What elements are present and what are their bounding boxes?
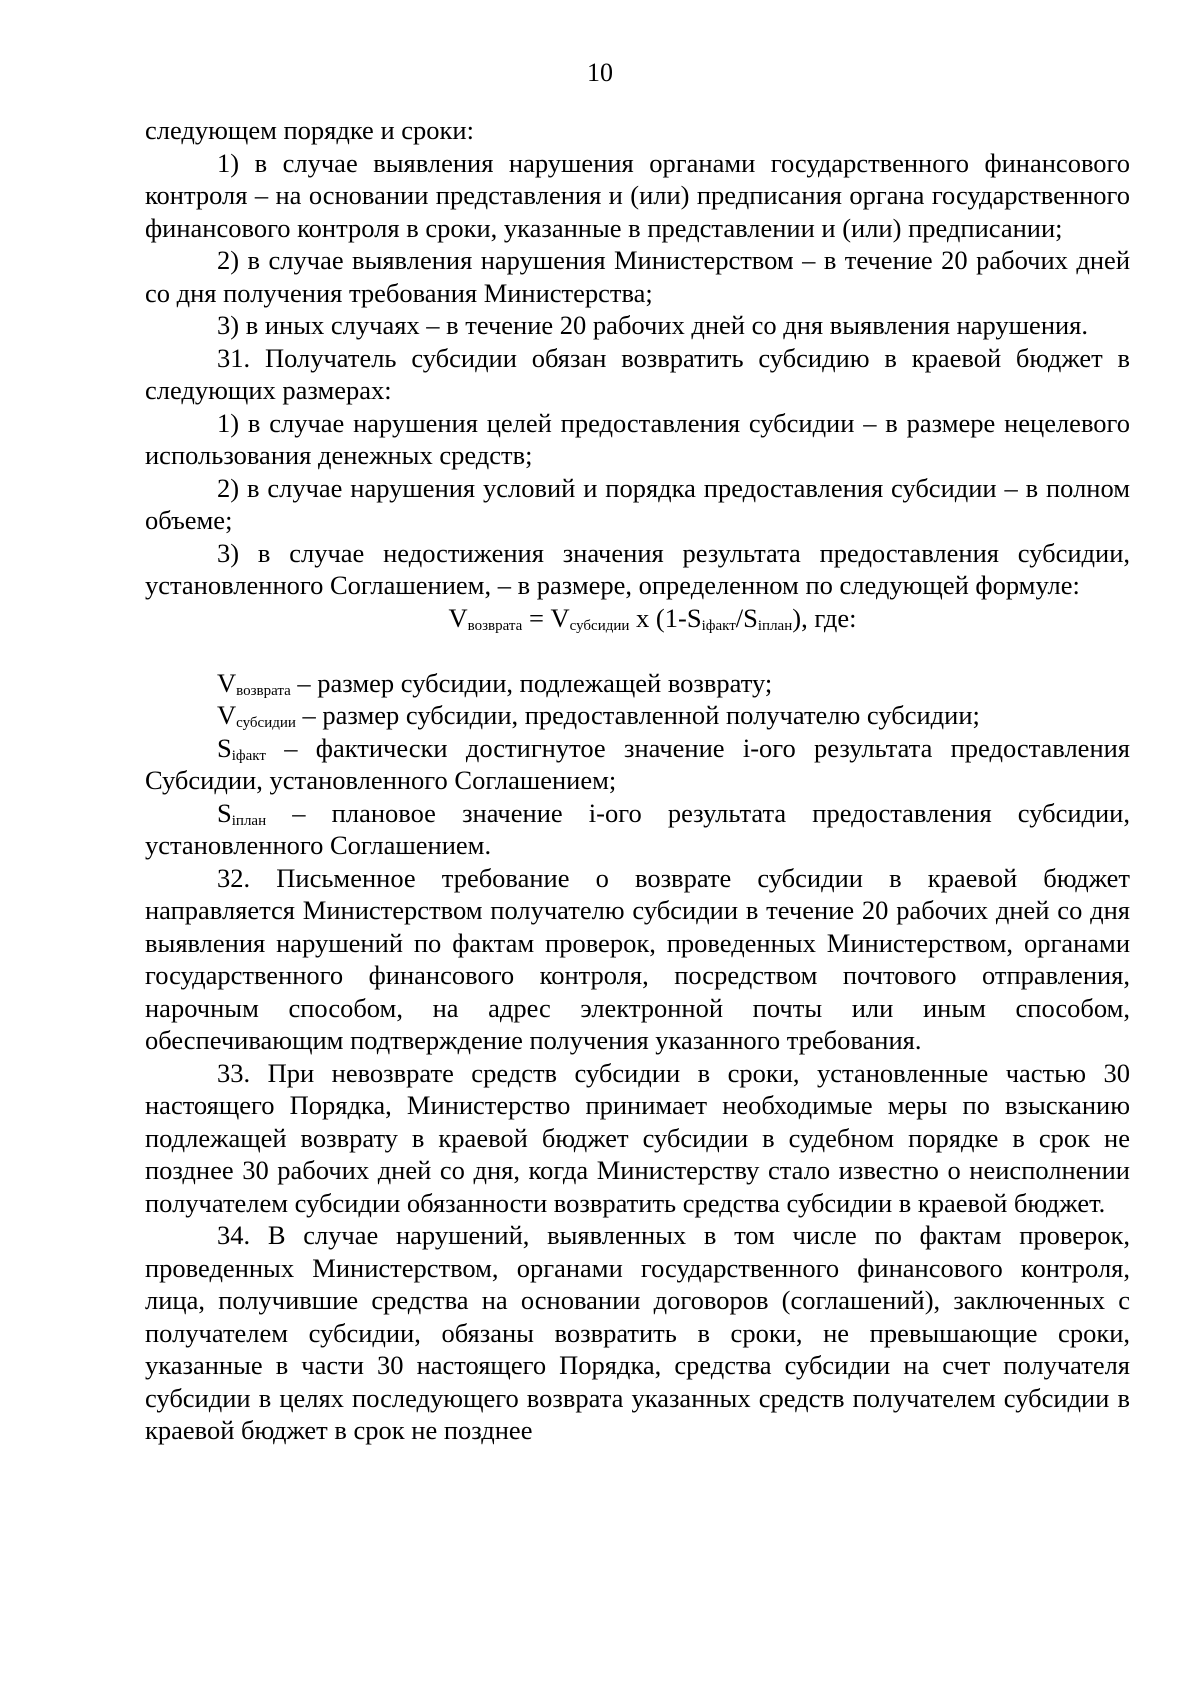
definition: [145, 732, 1130, 797]
definition-symbol: V: [217, 700, 237, 730]
definition-text: – плановое значение i-ого результата предоставления субсидии, установленного Соглашением.: [145, 797, 1130, 860]
definition-subscript: возврата: [236, 682, 291, 699]
paragraph: следующем порядке и сроки:: [145, 115, 474, 145]
formula-part: x (1-S: [629, 602, 702, 633]
definition: [145, 699, 1130, 732]
paragraph: 31. Получатель субсидии обязан возвратить субсидию в краевой бюджет в следующих размерах:: [145, 342, 1130, 405]
definition-symbol: V: [217, 667, 237, 698]
paragraph: 34. В случае нарушений, выявленных в том числе по фактам проверок, проведенных Министерством, органами государственного финансового контроля, лица, получившие средства на основании договоров (соглашений), заключенных с получателем субсидии, обязаны возвратить в сроки, не превышающие сроки, указанные в части 30 настоящего Порядка, средства субсидии на счет получателя субсидии в целях последующего возврата указанных средств получателем субсидии в краевой бюджет в срок не позднее: [145, 1220, 1130, 1445]
paragraph: 32. Письменное требование о возврате субсидии в краевой бюджет направляется Министерством получателю субсидии в течение 20 рабочих дней со дня выявления нарушений по фактам проверок, проведенных Министерством, органами государственного финансового контроля, посредством почтового отправления, нарочным способом, на адрес электронной почты или иным способом, обеспечивающим подтверждение получения указанного требования.: [145, 862, 1130, 1055]
definition-subscript: субсидии: [236, 715, 296, 731]
definition-symbol: S: [217, 797, 232, 828]
formula-subscript: iплан: [757, 617, 793, 634]
definition: [145, 797, 1130, 862]
formula-subscript: возврата: [467, 617, 523, 634]
paragraph: 2) в случае выявления нарушения Министерством – в течение 20 рабочих дней со дня получения требования Министерства;: [145, 245, 1130, 308]
definition-subscript: iфакт: [231, 747, 266, 764]
paragraph: 1) в случае выявления нарушения органами государственного финансового контроля – на основании представления и (или) предписания органа государственного финансового контроля в сроки, указанные в представлении и (или) предписании;: [145, 147, 1130, 243]
formula-subscript: iфакт: [701, 617, 736, 634]
formula-subscript: субсидии: [569, 617, 630, 634]
definition-subscript: iплан: [231, 812, 267, 829]
paragraph: 3) в случае недостижения значения результата предоставления субсидии, установленного Соглашением, – в размере, определенном по следующей формуле:: [145, 537, 1130, 600]
refund-formula: [145, 602, 1130, 667]
paragraph: 33. При невозврате средств субсидии в сроки, установленные частью 30 настоящего Порядка, Министерство принимает необходимые меры по взысканию подлежащей возврату в краевой бюджет субсидии в судебном порядке в срок не позднее 30 рабочих дней со дня, когда Министерству стало известно о неисполнении получателем субсидии обязанности возвратить средства субсидии в краевой бюджет.: [145, 1057, 1130, 1218]
definition-text: – фактически достигнутое значение i-ого результата предоставления Субсидии, установленного Соглашением;: [145, 732, 1130, 795]
formula-part: ), где:: [792, 602, 857, 633]
paragraph: 1) в случае нарушения целей предоставления субсидии – в размере нецелевого использования денежных средств;: [145, 407, 1130, 470]
page-number: 10: [587, 58, 613, 87]
definition-symbol: S: [217, 732, 232, 763]
formula-part: = V: [522, 602, 570, 633]
paragraph: 2) в случае нарушения условий и порядка предоставления субсидии – в полном объеме;: [145, 472, 1130, 535]
paragraph: 3) в иных случаях – в течение 20 рабочих дней со дня выявления нарушения.: [217, 310, 1088, 340]
definition-text: – размер субсидии, подлежащей возврату;: [290, 667, 773, 698]
formula-part: /S: [735, 602, 758, 633]
document-body: [145, 114, 1130, 1447]
definition-text: – размер субсидии, предоставленной получателю субсидии;: [295, 700, 980, 730]
formula-part: V: [448, 602, 468, 633]
definition: [145, 667, 1130, 700]
